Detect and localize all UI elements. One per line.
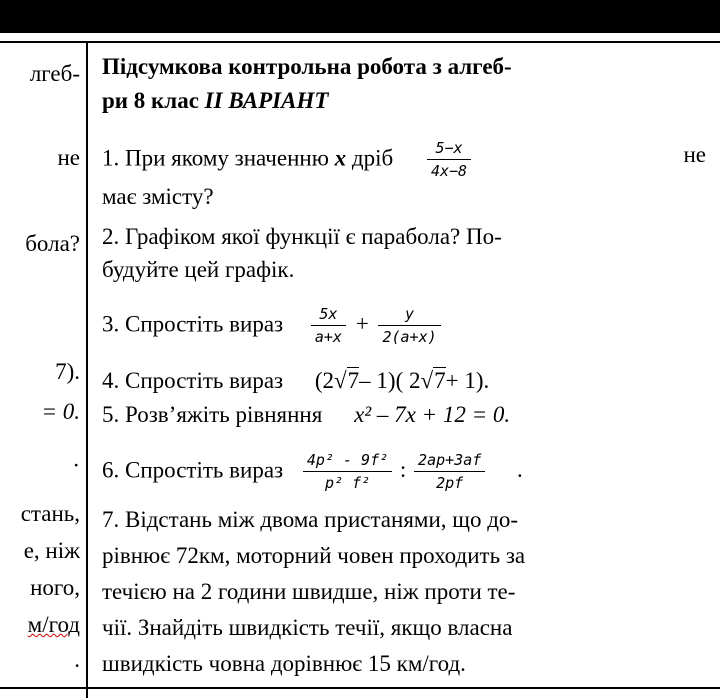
fraction: $\frac{5x}{a+x}$: [311, 306, 346, 346]
equation: x² – 7x + 12 = 0.: [354, 402, 511, 427]
sqrt-expression: √7: [420, 368, 446, 393]
page-title-line2: ри 8 клас II ВАРІАНТ: [102, 88, 329, 113]
left-fragment: ·: [72, 453, 80, 478]
left-fragment: .: [74, 647, 80, 672]
page-title: Підсумкова контрольна робота з алгеб-: [102, 54, 512, 79]
question-2: 2. Графіком якої функції є парабола? По-: [102, 224, 502, 249]
fraction: $\frac{y}{2(a+x)}$: [378, 306, 440, 346]
left-fragment: = 0.: [41, 399, 80, 424]
left-fragment: 7).: [55, 359, 80, 384]
left-fragment: стань,: [20, 501, 80, 526]
fraction: $\frac{2ap+3af}{2pf}$: [414, 452, 485, 492]
table-top-border: [0, 41, 720, 43]
left-fragment: м/год: [27, 612, 80, 637]
question-1-cont: має змісту?: [102, 184, 214, 209]
column-divider: [86, 43, 88, 698]
question-4: 4. Спростіть вираз (2√7– 1)( 2√7+ 1).: [102, 366, 489, 396]
left-fragment: бола?: [25, 231, 80, 256]
question-7-line: 7. Відстань між двома пристанями, що до-: [102, 507, 519, 532]
left-fragment: лгеб-: [29, 61, 80, 86]
fraction: $\frac{5-x}{4x-8}$: [427, 140, 471, 180]
question-3: 3. Спростіть вираз $\frac{5x}{a+x}$ + $\frac{y}{2(a+x)}$: [102, 306, 441, 346]
question-7-line: течією на 2 години швидше, ніж проти те-: [102, 579, 516, 604]
question-5: 5. Розв’яжіть рівняння x² – 7x + 12 = 0.: [102, 402, 511, 427]
question-7-line: швидкість човна дорівнює 15 км/год.: [102, 651, 466, 676]
left-fragment: ного,: [30, 575, 80, 600]
top-black-band: [0, 0, 720, 33]
question-6: 6. Спростіть вираз $\frac{\text{4p² - 9f²}}{\text{p² f²}}$ : $\frac{2ap+3af}{2pf}$ .: [102, 451, 523, 492]
question-2-cont: будуйте цей графік.: [102, 257, 295, 282]
question-7-line: чії. Знайдіть швидкість течії, якщо власна: [102, 615, 513, 640]
left-column-cutoff: [0, 48, 84, 698]
fraction: $\frac{\text{4p² - 9f²}}{\text{p² f²}}$: [303, 452, 392, 492]
question-7-line: рівнює 72км, моторний човен проходить за: [102, 543, 526, 568]
question-1: 1. При якому значенню x дріб $\frac{5-x}{4x-8}$ не: [102, 139, 706, 180]
left-fragment: е, ніж: [23, 538, 80, 563]
left-fragment: не: [57, 145, 80, 170]
table-bottom-border: [0, 687, 720, 689]
sqrt-expression: √7: [334, 368, 360, 393]
variant-label: II ВАРІАНТ: [204, 88, 329, 113]
